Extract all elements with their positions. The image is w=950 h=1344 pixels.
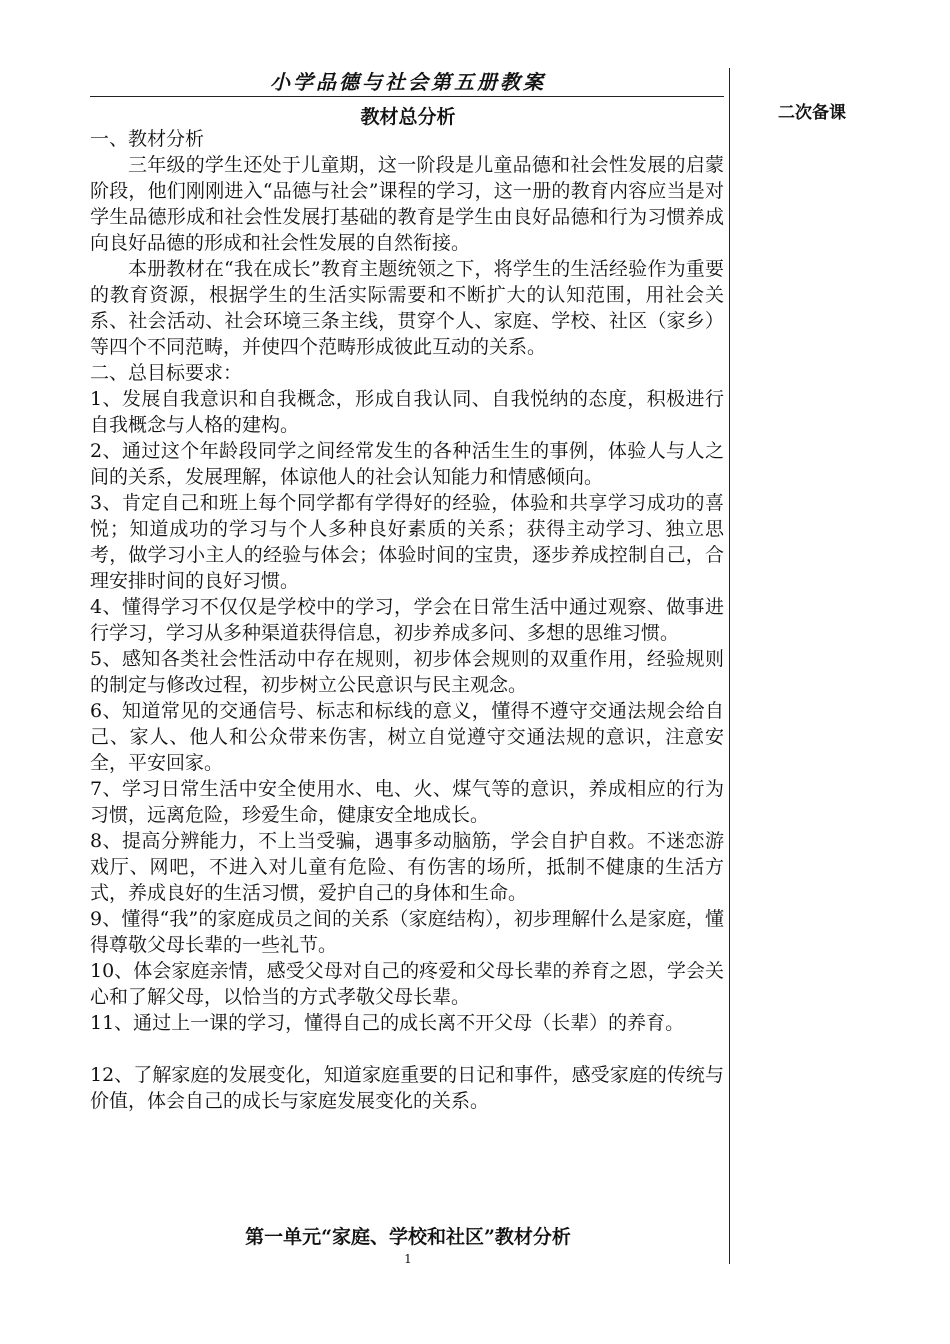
goal-item: 2、通过这个年龄段同学之间经常发生的各种活生生的事例，体验人与人之间的关系，发展理解，体谅他人的社会认知能力和情感倾向。 [90, 440, 724, 488]
goal-item: 8、提高分辨能力，不上当受骗，遇事多动脑筋，学会自护自救。不迷恋游戏厅、网吧，不进入对儿童有危险、有伤害的场所，抵制不健康的生活方式，养成良好的生活习惯，爱护自己的身体和生命。 [90, 830, 724, 904]
part1-heading: 一、教材分析 [90, 128, 205, 150]
blank-line [90, 1036, 724, 1062]
goal-item: 10、体会家庭亲情，感受父母对自己的疼爱和父母长辈的养育之恩，学会关心和了解父母，以恰当的方式孝敬父母长辈。 [90, 960, 724, 1008]
goal-item: 4、懂得学习不仅仅是学校中的学习，学会在日常生活中通过观察、做事进行学习，学习从多种渠道获得信息，初步养成多问、多想的思维习惯。 [90, 596, 724, 644]
header-divider [90, 96, 724, 97]
section-title: 教材总分析 [360, 106, 456, 128]
goal-item: 5、感知各类社会性活动中存在规则，初步体会规则的双重作用，经验规则的制定与修改过程，初步树立公民意识与民主观念。 [90, 648, 724, 696]
part1-paragraph: 本册教材在“我在成长”教育主题统领之下，将学生的生活经验作为重要的教育资源，根据学生的生活实际需要和不断扩大的认知范围，用社会关系、社会活动、社会环境三条主线，贯穿个人、家庭、学校、社区（家乡）等四个不同范畴，并使四个范畴形成彼此互动的关系。 [90, 258, 724, 358]
goal-item: 3、肯定自己和班上每个同学都有学得好的经验，体验和共享学习成功的喜悦；知道成功的学习与个人多种良好素质的关系；获得主动学习、独立思考，做学习小主人的经验与体会；体验时间的宝贵，逐步养成控制自己，合理安排时间的良好习惯。 [90, 492, 724, 592]
part1-paragraph: 三年级的学生还处于儿童期，这一阶段是儿童品德和社会性发展的启蒙阶段，他们刚刚进入“品德与社会”课程的学习，这一册的教育内容应当是对学生品德形成和社会性发展打基础的教育是学生由良好品德和行为习惯养成向良好品德的形成和社会性发展的自然衔接。 [90, 154, 724, 254]
goal-item: 12、了解家庭的发展变化，知道家庭重要的日记和事件，感受家庭的传统与价值，体会自己的成长与家庭发展变化的关系。 [90, 1064, 724, 1112]
goal-item: 7、学习日常生活中安全使用水、电、火、煤气等的意识，养成相应的行为习惯，远离危险，珍爱生命，健康安全地成长。 [90, 778, 724, 826]
goal-item: 11、通过上一课的学习，懂得自己的成长离不开父母（长辈）的养育。 [90, 1012, 685, 1034]
page-number: 1 [404, 1252, 412, 1266]
margin-column-divider [729, 68, 730, 1264]
second-preparation-label: 二次备课 [778, 103, 846, 123]
goal-item: 9、懂得“我”的家庭成员之间的关系（家庭结构），初步理解什么是家庭，懂得尊敬父母长辈的一些礼节。 [90, 908, 724, 956]
unit-title: 第一单元“家庭、学校和社区”教材分析 [245, 1226, 571, 1248]
document-body [90, 126, 724, 1114]
document-header-title: 小学品德与社会第五册教案 [270, 70, 546, 94]
goal-item: 6、知道常见的交通信号、标志和标线的意义，懂得不遵守交通法规会给自己、家人、他人和公众带来伤害，树立自觉遵守交通法规的意识，注意安全，平安回家。 [90, 700, 724, 774]
goal-item: 1、发展自我意识和自我概念，形成自我认同、自我悦纳的态度，积极进行自我概念与人格的建构。 [90, 388, 724, 436]
part2-heading: 二、总目标要求： [90, 362, 243, 384]
